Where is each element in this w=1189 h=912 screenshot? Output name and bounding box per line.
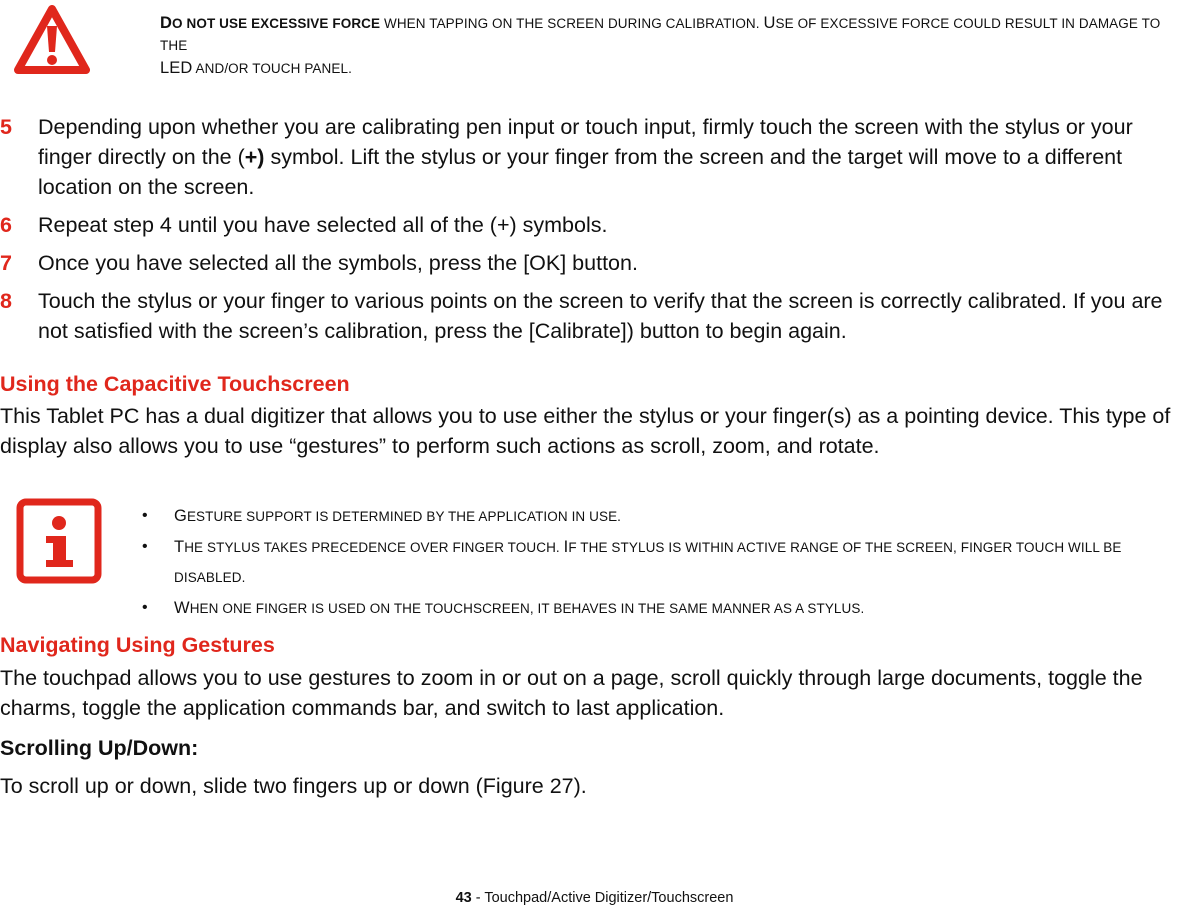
- page-footer: 43 - Touchpad/Active Digitizer/Touchscreen: [455, 890, 734, 906]
- list-item: • WHEN ONE FINGER IS USED ON THE TOUCHSCREEN, IT BEHAVES IN THE SAME MANNER AS A STYLUS.: [142, 599, 865, 617]
- step-number: 7: [0, 251, 12, 275]
- section-heading-capacitive: Using the Capacitive Touchscreen: [0, 372, 350, 396]
- capacitive-paragraph: This Tablet PC has a dual digitizer that allows you to use either the stylus or your finger(s) as a pointing device. This type of display also allows you to use “gestures” to perform such actions as scroll, zoom, and rotate.: [0, 404, 1171, 458]
- step-5: 5 Depending upon whether you are calibrating pen input or touch input, firmly touch the screen with the stylus or your finger directly on the (+) symbol. Lift the stylus or your finger from the screen and the target will move to a different location on the screen.: [0, 112, 1189, 202]
- list-item: • GESTURE SUPPORT IS DETERMINED BY THE APPLICATION IN USE.: [142, 507, 622, 525]
- step-number: 8: [0, 289, 12, 313]
- step-6: 6 Repeat step 4 until you have selected all of the (+) symbols.: [0, 210, 1189, 240]
- step-number: 5: [0, 115, 12, 139]
- scroll-instruction: To scroll up or down, slide two fingers up or down (Figure 27).: [0, 774, 587, 798]
- list-item: • THE STYLUS TAKES PRECEDENCE OVER FINGER TOUCH. IF THE STYLUS IS WITHIN ACTIVE RANGE OF THE SCREEN, FINGER TOUCH WILL BE DISABLED.: [142, 538, 1122, 585]
- subheading-scrolling: Scrolling Up/Down:: [0, 736, 199, 760]
- section-heading-gestures: Navigating Using Gestures: [0, 633, 275, 657]
- step-number: 6: [0, 213, 12, 237]
- info-notes-list: [138, 501, 1188, 624]
- step-8: 8 Touch the stylus or your finger to various points on the screen to verify that the screen is correctly calibrated. If you are not satisfied with the screen’s calibration, press the [Calibrate]) button to begin again.: [0, 286, 1189, 346]
- gestures-paragraph: The touchpad allows you to use gestures to zoom in or out on a page, scroll quickly through large documents, toggle the charms, toggle the application commands bar, and switch to last application.: [0, 666, 1143, 720]
- info-icon: [16, 498, 102, 584]
- warning-triangle-icon: [14, 4, 90, 76]
- step-7: 7 Once you have selected all the symbols, press the [OK] button.: [0, 248, 1189, 278]
- footer-section: Touchpad/Active Digitizer/Touchscreen: [484, 890, 734, 906]
- calibration-steps: [0, 112, 1189, 354]
- page-number: 43: [455, 890, 472, 906]
- caution-text: DO NOT USE EXCESSIVE FORCE WHEN TAPPING ON THE SCREEN DURING CALIBRATION. USE OF EXCESSIVE FORCE COULD RESULT IN DAMAGE TO THE LED AND/OR TOUCH PANEL.: [160, 14, 1161, 77]
